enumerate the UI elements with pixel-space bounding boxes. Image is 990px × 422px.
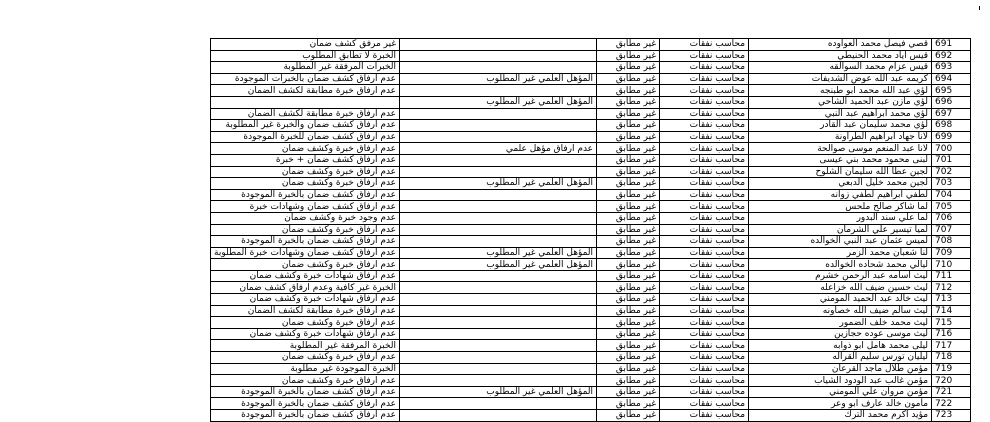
name-cell: قصي فيصل محمد العواوده [749, 39, 932, 51]
qualification-cell [400, 294, 597, 306]
table-row [211, 120, 971, 132]
name-cell: قيس عزام محمد السوالقه [749, 62, 932, 74]
status-cell: غير مطابق [597, 154, 660, 166]
table-row [211, 224, 971, 236]
status-cell: غير مطابق [597, 131, 660, 143]
qualification-cell [400, 363, 597, 375]
status-cell: غير مطابق [597, 212, 660, 224]
specialty-cell: محاسب نفقات [660, 154, 749, 166]
qualification-cell [400, 62, 597, 74]
specialty-cell: محاسب نفقات [660, 317, 749, 329]
name-cell: مؤيد اكرم محمد الترك [749, 410, 932, 422]
qualification-cell: عدم ارفاق مؤهل علمي [400, 143, 597, 155]
specialty-cell: محاسب نفقات [660, 294, 749, 306]
specialty-cell: محاسب نفقات [660, 224, 749, 236]
qualification-cell [400, 352, 597, 364]
table-row [211, 328, 971, 340]
notes-cell: عدم ارفاق كشف ضمان للخبرة الموجودة [211, 131, 400, 143]
status-cell: غير مطابق [597, 178, 660, 190]
name-cell: ليث محمد خلف الضمور [749, 317, 932, 329]
name-cell: لميا تيسير علي الشرمان [749, 224, 932, 236]
status-cell: غير مطابق [597, 410, 660, 422]
qualification-cell: المؤهل العلمي غير المطلوب [400, 386, 597, 398]
notes-cell: عدم ارفاق خبرة وكشف ضمان [211, 352, 400, 364]
table-row [211, 108, 971, 120]
notes-cell: الخبرات المرفقة غير المطلوبة [211, 62, 400, 74]
notes-cell: عدم ارفاق كشف ضمان والخبرة غير المطلوبة [211, 120, 400, 132]
status-cell: غير مطابق [597, 270, 660, 282]
serial-number-cell: 721 [932, 386, 971, 398]
serial-number-cell: 710 [932, 259, 971, 271]
specialty-cell: محاسب نفقات [660, 131, 749, 143]
serial-number-cell: 698 [932, 120, 971, 132]
name-cell: ليث موسى عوده حجازين [749, 328, 932, 340]
serial-number-cell: 703 [932, 178, 971, 190]
serial-number-cell: 705 [932, 201, 971, 213]
notes-cell: عدم ارفاق خبرة وكشف ضمان [211, 375, 400, 387]
specialty-cell: محاسب نفقات [660, 50, 749, 62]
specialty-cell: محاسب نفقات [660, 340, 749, 352]
table-row [211, 410, 971, 422]
serial-number-cell: 716 [932, 328, 971, 340]
notes-cell: عدم ارفاق خبرة مطابقة لكشف الضمان [211, 305, 400, 317]
serial-number-cell: 696 [932, 96, 971, 108]
qualification-cell [400, 50, 597, 62]
name-cell: لبنى محمود محمد بني عيسى [749, 154, 932, 166]
table-row [211, 398, 971, 410]
name-cell: ليلى محمد هامل ابو ذوابه [749, 340, 932, 352]
status-cell: غير مطابق [597, 50, 660, 62]
notes-cell: عدم ارفاق خبرة وكشف ضمان [211, 259, 400, 271]
qualification-cell: المؤهل العلمي غير المطلوب [400, 178, 597, 190]
notes-cell: عدم ارفاق كشف ضمان بالخبرة الموجودة [211, 236, 400, 248]
table-row [211, 294, 971, 306]
notes-cell: عدم ارفاق كشف ضمان بالخبرات الموجودة [211, 73, 400, 85]
qualification-cell: المؤهل العلمي غير المطلوب [400, 259, 597, 271]
serial-number-cell: 693 [932, 62, 971, 74]
name-cell: لجين محمد خليل الدبعي [749, 178, 932, 190]
status-cell: غير مطابق [597, 305, 660, 317]
table-row [211, 386, 971, 398]
qualification-cell [400, 154, 597, 166]
name-cell: لؤي عبد الله محمد ابو طبنجه [749, 85, 932, 97]
notes-cell: عدم ارفاق كشف ضمان بالخبرة الموجودة [211, 410, 400, 422]
notes-cell: عدم ارفاق خبرة وكشف ضمان [211, 166, 400, 178]
qualification-cell [400, 201, 597, 213]
table-row [211, 363, 971, 375]
specialty-cell: محاسب نفقات [660, 410, 749, 422]
serial-number-cell: 704 [932, 189, 971, 201]
name-cell: مؤمن غالب عبد الودود الشياب [749, 375, 932, 387]
status-cell: غير مطابق [597, 282, 660, 294]
status-cell: غير مطابق [597, 317, 660, 329]
name-cell: مأمون خالد عارف ابو وعر [749, 398, 932, 410]
specialty-cell: محاسب نفقات [660, 375, 749, 387]
specialty-cell: محاسب نفقات [660, 178, 749, 190]
qualification-cell [400, 85, 597, 97]
serial-number-cell: 702 [932, 166, 971, 178]
table-row [211, 143, 971, 155]
table-row [211, 178, 971, 190]
qualification-cell [400, 398, 597, 410]
table-row [211, 50, 971, 62]
specialty-cell: محاسب نفقات [660, 201, 749, 213]
specialty-cell: محاسب نفقات [660, 39, 749, 51]
qualification-cell [400, 317, 597, 329]
notes-cell: عدم ارفاق شهادات خبرة وكشف ضمان [211, 270, 400, 282]
notes-cell [211, 96, 400, 108]
specialty-cell: محاسب نفقات [660, 259, 749, 271]
status-cell: غير مطابق [597, 143, 660, 155]
name-cell: لما علي سند البدور [749, 212, 932, 224]
name-cell: ليث حسين ضيف الله خزاعله [749, 282, 932, 294]
serial-number-cell: 719 [932, 363, 971, 375]
status-cell: غير مطابق [597, 224, 660, 236]
specialty-cell: محاسب نفقات [660, 305, 749, 317]
specialty-cell: محاسب نفقات [660, 120, 749, 132]
table-row [211, 154, 971, 166]
name-cell: لؤي محمد ابراهيم عبد النبي [749, 108, 932, 120]
status-cell: غير مطابق [597, 201, 660, 213]
status-cell: غير مطابق [597, 236, 660, 248]
page-top-margin [210, 0, 910, 38]
name-cell: ليث خالد عبد الحميد المومني [749, 294, 932, 306]
qualification-cell: المؤهل العلمي غير المطلوب [400, 73, 597, 85]
serial-number-cell: 699 [932, 131, 971, 143]
specialty-cell: محاسب نفقات [660, 352, 749, 364]
table-row [211, 236, 971, 248]
name-cell: لؤي مازن عبد الحميد الشاحي [749, 96, 932, 108]
table-row [211, 352, 971, 364]
name-cell: كريمه عبد الله عوض الشديفات [749, 73, 932, 85]
serial-number-cell: 697 [932, 108, 971, 120]
status-cell: غير مطابق [597, 259, 660, 271]
serial-number-cell: 692 [932, 50, 971, 62]
serial-number-cell: 706 [932, 212, 971, 224]
notes-cell: عدم ارفاق خبرة وكشف ضمان [211, 143, 400, 155]
serial-number-cell: 691 [932, 39, 971, 51]
notes-cell: عدم ارفاق كشف ضمان بالخبرة الموجودة [211, 398, 400, 410]
table-row [211, 96, 971, 108]
notes-cell: عدم ارفاق خبرة وكشف ضمان [211, 178, 400, 190]
name-cell: لنا شعبان محمد الزمر [749, 247, 932, 259]
qualification-cell [400, 328, 597, 340]
serial-number-cell: 720 [932, 375, 971, 387]
status-cell: غير مطابق [597, 62, 660, 74]
qualification-cell [400, 212, 597, 224]
status-cell: غير مطابق [597, 120, 660, 132]
notes-cell: الخبرة لا تطابق المطلوب [211, 50, 400, 62]
qualification-cell: المؤهل العلمي غير المطلوب [400, 247, 597, 259]
status-cell: غير مطابق [597, 108, 660, 120]
notes-cell: الخبرة غير كافية وعدم ارفاق كشف ضمان [211, 282, 400, 294]
serial-number-cell: 722 [932, 398, 971, 410]
status-cell: غير مطابق [597, 166, 660, 178]
name-cell: مؤمن مروان علي المومني [749, 386, 932, 398]
applicants-table [210, 38, 971, 422]
specialty-cell: محاسب نفقات [660, 282, 749, 294]
status-cell: غير مطابق [597, 386, 660, 398]
notes-cell: الخبرة الموجودة غير مطلوبة [211, 363, 400, 375]
serial-number-cell: 723 [932, 410, 971, 422]
table-row [211, 247, 971, 259]
specialty-cell: محاسب نفقات [660, 236, 749, 248]
qualification-cell [400, 39, 597, 51]
table-row [211, 201, 971, 213]
specialty-cell: محاسب نفقات [660, 270, 749, 282]
qualification-cell [400, 108, 597, 120]
serial-number-cell: 717 [932, 340, 971, 352]
table-row [211, 166, 971, 178]
table-row [211, 39, 971, 51]
notes-cell: عدم ارفاق كشف ضمان وشهادات خبرة [211, 201, 400, 213]
notes-cell: الخبرة المرفقة غير المطلوبة [211, 340, 400, 352]
notes-cell: عدم ارفاق كشف ضمان وشهادات خبرة المطلوبة [211, 247, 400, 259]
status-cell: غير مطابق [597, 96, 660, 108]
status-cell: غير مطابق [597, 363, 660, 375]
notes-cell: عدم وجود خبرة وكشف ضمان [211, 212, 400, 224]
notes-cell: عدم ارفاق شهادات خبرة وكشف ضمان [211, 294, 400, 306]
specialty-cell: محاسب نفقات [660, 108, 749, 120]
name-cell: لجين عطا الله سليمان الشلوح [749, 166, 932, 178]
serial-number-cell: 714 [932, 305, 971, 317]
specialty-cell: محاسب نفقات [660, 143, 749, 155]
specialty-cell: محاسب نفقات [660, 386, 749, 398]
status-cell: غير مطابق [597, 189, 660, 201]
table-row [211, 259, 971, 271]
table-row [211, 73, 971, 85]
status-cell: غير مطابق [597, 73, 660, 85]
serial-number-cell: 715 [932, 317, 971, 329]
name-cell: لما شاكر صالح ملحس [749, 201, 932, 213]
specialty-cell: محاسب نفقات [660, 247, 749, 259]
qualification-cell [400, 340, 597, 352]
specialty-cell: محاسب نفقات [660, 166, 749, 178]
status-cell: غير مطابق [597, 375, 660, 387]
table-row [211, 131, 971, 143]
specialty-cell: محاسب نفقات [660, 62, 749, 74]
specialty-cell: محاسب نفقات [660, 212, 749, 224]
notes-cell: عدم ارفاق خبرة وكشف ضمان [211, 317, 400, 329]
table-row [211, 375, 971, 387]
notes-cell: عدم ارفاق خبرة وكشف ضمان [211, 224, 400, 236]
specialty-cell: محاسب نفقات [660, 73, 749, 85]
serial-number-cell: 711 [932, 270, 971, 282]
notes-cell: غير مرفق كشف ضمان [211, 39, 400, 51]
qualification-cell [400, 375, 597, 387]
serial-number-cell: 694 [932, 73, 971, 85]
qualification-cell [400, 120, 597, 132]
qualification-cell [400, 236, 597, 248]
specialty-cell: محاسب نفقات [660, 189, 749, 201]
status-cell: غير مطابق [597, 328, 660, 340]
serial-number-cell: 707 [932, 224, 971, 236]
table-row [211, 212, 971, 224]
serial-number-cell: 713 [932, 294, 971, 306]
notes-cell: عدم ارفاق كشف ضمان بالخبرة الموجودة [211, 386, 400, 398]
name-cell: لؤي محمد سليمان عبد القادر [749, 120, 932, 132]
name-cell: لميس عثمان عبد النبي الخوالده [749, 236, 932, 248]
name-cell: مؤمن طلال ماجد القرعان [749, 363, 932, 375]
specialty-cell: محاسب نفقات [660, 398, 749, 410]
status-cell: غير مطابق [597, 294, 660, 306]
notes-cell: عدم ارفاق كشف ضمان بالخبرة الموجودة [211, 189, 400, 201]
serial-number-cell: 712 [932, 282, 971, 294]
serial-number-cell: 700 [932, 143, 971, 155]
serial-number-cell: 718 [932, 352, 971, 364]
table-row [211, 270, 971, 282]
serial-number-cell: 708 [932, 236, 971, 248]
serial-number-cell: 701 [932, 154, 971, 166]
serial-number-cell: 695 [932, 85, 971, 97]
qualification-cell [400, 131, 597, 143]
table-row [211, 317, 971, 329]
status-cell: غير مطابق [597, 352, 660, 364]
qualification-cell: المؤهل العلمي غير المطلوب [400, 96, 597, 108]
status-cell: غير مطابق [597, 85, 660, 97]
table-row [211, 340, 971, 352]
name-cell: قيس اياد محمد الحنيطي [749, 50, 932, 62]
table-row [211, 85, 971, 97]
notes-cell: عدم ارفاق شهادات خبرة وكشف ضمان [211, 328, 400, 340]
qualification-cell [400, 410, 597, 422]
specialty-cell: محاسب نفقات [660, 363, 749, 375]
specialty-cell: محاسب نفقات [660, 328, 749, 340]
name-cell: ليالي محمد شحاده الخوالده [749, 259, 932, 271]
name-cell: ليليان تورس سليم القراله [749, 352, 932, 364]
name-cell: ليث اسامه عبد الرحمن خشرم [749, 270, 932, 282]
name-cell: لطفي ابراهيم لطفي زوانه [749, 189, 932, 201]
specialty-cell: محاسب نفقات [660, 96, 749, 108]
status-cell: غير مطابق [597, 340, 660, 352]
serial-number-cell: 709 [932, 247, 971, 259]
notes-cell: عدم ارفاق كشف ضمان + خبرة [211, 154, 400, 166]
table-row [211, 305, 971, 317]
table-row [211, 189, 971, 201]
name-cell: لانا عبد المنعم موسى صوالحة [749, 143, 932, 155]
notes-cell: عدم ارفاق خبرة مطابقة لكشف الضمان [211, 108, 400, 120]
notes-cell: عدم ارفاق خبرة مطابقة لكشف الضمان [211, 85, 400, 97]
specialty-cell: محاسب نفقات [660, 85, 749, 97]
qualification-cell [400, 166, 597, 178]
qualification-cell [400, 282, 597, 294]
name-cell: ليث سالم ضيف الله خصاونه [749, 305, 932, 317]
table-row [211, 62, 971, 74]
qualification-cell [400, 305, 597, 317]
name-cell: لانا جهاد ابراهيم الطراونة [749, 131, 932, 143]
qualification-cell [400, 224, 597, 236]
status-cell: غير مطابق [597, 247, 660, 259]
page-corner-mark [975, 6, 980, 10]
status-cell: غير مطابق [597, 39, 660, 51]
status-cell: غير مطابق [597, 398, 660, 410]
qualification-cell [400, 189, 597, 201]
qualification-cell [400, 270, 597, 282]
table-row [211, 282, 971, 294]
